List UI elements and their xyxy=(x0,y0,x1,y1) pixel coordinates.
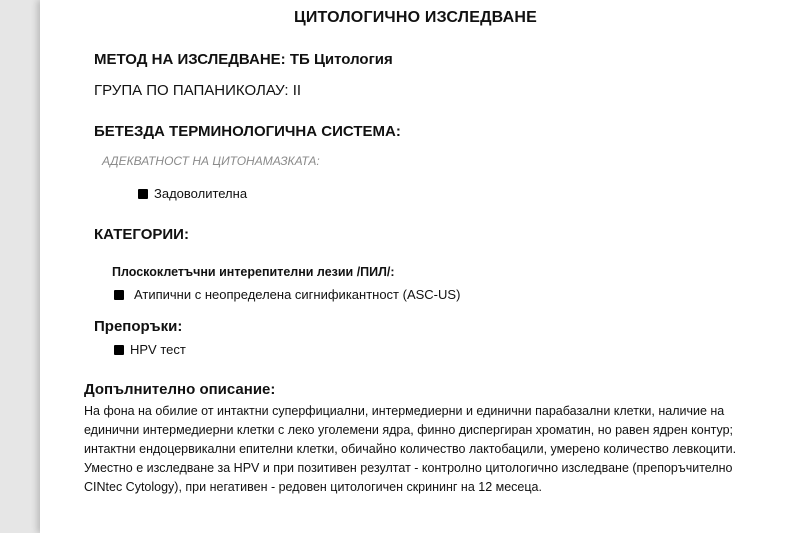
papanicolaou-group: ГРУПА ПО ПАПАНИКОЛАУ: II xyxy=(94,82,302,99)
additional-description: На фона на обилие от интактни суперфициални, интермедиерни и единични парабазални клетки, наличие на единични интермедиерни клетки с леко уголемени ядра, финно диспергиран хроматин, но равен ядрен контур; интактни ендоцервикални епителни клетки, обичайно количество лактобацили, умерено количество левкоцити. Уместно е изследване за HPV и при позитивен резултат - контролно цитологично изследване (препоръчително CINtec Cytology), при негативен - редовен цитологичен скрининг на 12 месеца. xyxy=(84,404,737,494)
method-line: МЕТОД НА ИЗСЛЕДВАНЕ: ТБ Цитология xyxy=(94,51,393,68)
pil-value: Атипични с неопределена сигнификантност (ASC-US) xyxy=(134,287,461,302)
recommendation-value: HPV тест xyxy=(130,342,186,357)
pil-heading: Плоскоклетъчни интерепителни лезии /ПИЛ/: xyxy=(112,265,395,279)
adequacy-value: Задоволителна xyxy=(154,186,248,201)
recommendations-heading: Препоръки: xyxy=(94,318,183,335)
bullet-square-icon xyxy=(138,189,148,199)
additional-heading: Допълнително описание: xyxy=(84,381,276,398)
pil-item xyxy=(114,287,460,302)
recommendation-item xyxy=(114,342,186,357)
bethesda-heading: БЕТЕЗДА ТЕРМИНОЛОГИЧНА СИСТЕМА: xyxy=(94,123,401,140)
report-title: ЦИТОЛОГИЧНО ИЗСЛЕДВАНЕ xyxy=(293,9,538,26)
categories-heading: КАТЕГОРИИ: xyxy=(94,226,189,243)
report-page xyxy=(40,0,791,533)
adequacy-label: АДЕКВАТНОСТ НА ЦИТОНАМАЗКАТА: xyxy=(102,154,320,168)
adequacy-item xyxy=(138,186,247,201)
bullet-square-icon xyxy=(114,345,124,355)
bullet-square-icon xyxy=(114,290,124,300)
